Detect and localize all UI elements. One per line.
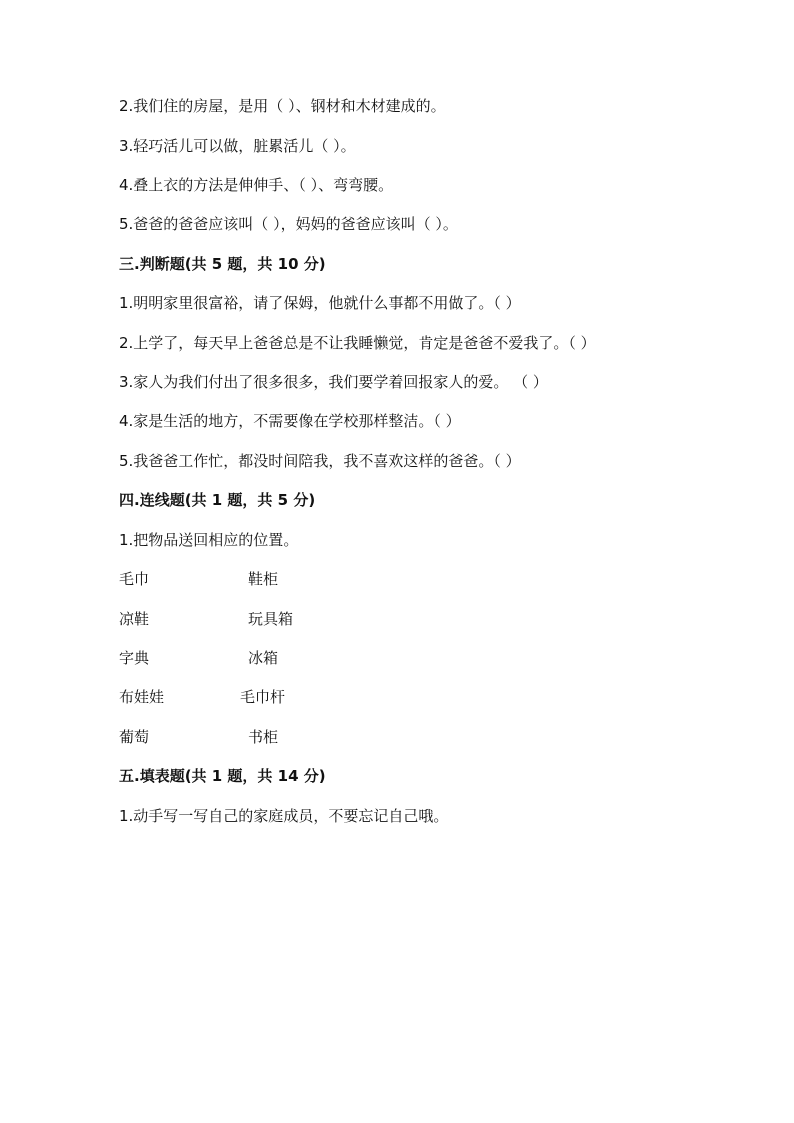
section-3-title: 三.判断题(共 5 题，共 10 分) bbox=[119, 255, 326, 273]
judge-question-1: 1.明明家里很富裕，请了保姆，他就什么事都不用做了。（ ） bbox=[119, 294, 521, 312]
section-5-title: 五.填表题(共 1 题，共 14 分) bbox=[119, 767, 326, 785]
judge-question-2: 2.上学了，每天早上爸爸总是不让我睡懒觉，肯定是爸爸不爱我了。（ ） bbox=[119, 334, 596, 352]
section-4-title: 四.连线题(共 1 题，共 5 分) bbox=[119, 491, 316, 509]
judge-question-4: 4.家是生活的地方，不需要像在学校那样整洁。（ ） bbox=[119, 412, 461, 430]
fill-blank-question-3: 3.轻巧活儿可以做，脏累活儿（ ）。 bbox=[119, 137, 356, 155]
fill-blank-question-5: 5.爸爸的爸爸应该叫（ ），妈妈的爸爸应该叫（ ）。 bbox=[119, 215, 458, 233]
fill-blank-question-2: 2.我们住的房屋，是用（ ）、钢材和木材建成的。 bbox=[119, 97, 446, 115]
matching-left-item: 布娃娃 bbox=[119, 688, 165, 706]
matching-right-item: 玩具箱 bbox=[248, 610, 294, 628]
matching-right-item: 鞋柜 bbox=[248, 570, 279, 588]
table-fill-question: 1.动手写一写自己的家庭成员，不要忘记自己哦。 bbox=[119, 807, 449, 825]
matching-right-item: 书柜 bbox=[248, 728, 279, 746]
matching-right-item: 冰箱 bbox=[248, 649, 279, 667]
matching-left-item: 毛巾 bbox=[119, 570, 150, 588]
matching-left-item: 葡萄 bbox=[119, 728, 150, 746]
matching-left-item: 凉鞋 bbox=[119, 610, 150, 628]
matching-right-item: 毛巾杆 bbox=[240, 688, 286, 706]
fill-blank-question-4: 4.叠上衣的方法是伸伸手、（ ）、弯弯腰。 bbox=[119, 176, 394, 194]
matching-question: 1.把物品送回相应的位置。 bbox=[119, 531, 299, 549]
judge-question-5: 5.我爸爸工作忙，都没时间陪我，我不喜欢这样的爸爸。（ ） bbox=[119, 452, 521, 470]
judge-question-3: 3.家人为我们付出了很多很多，我们要学着回报家人的爱。 （ ） bbox=[119, 373, 548, 391]
matching-left-item: 字典 bbox=[119, 649, 150, 667]
